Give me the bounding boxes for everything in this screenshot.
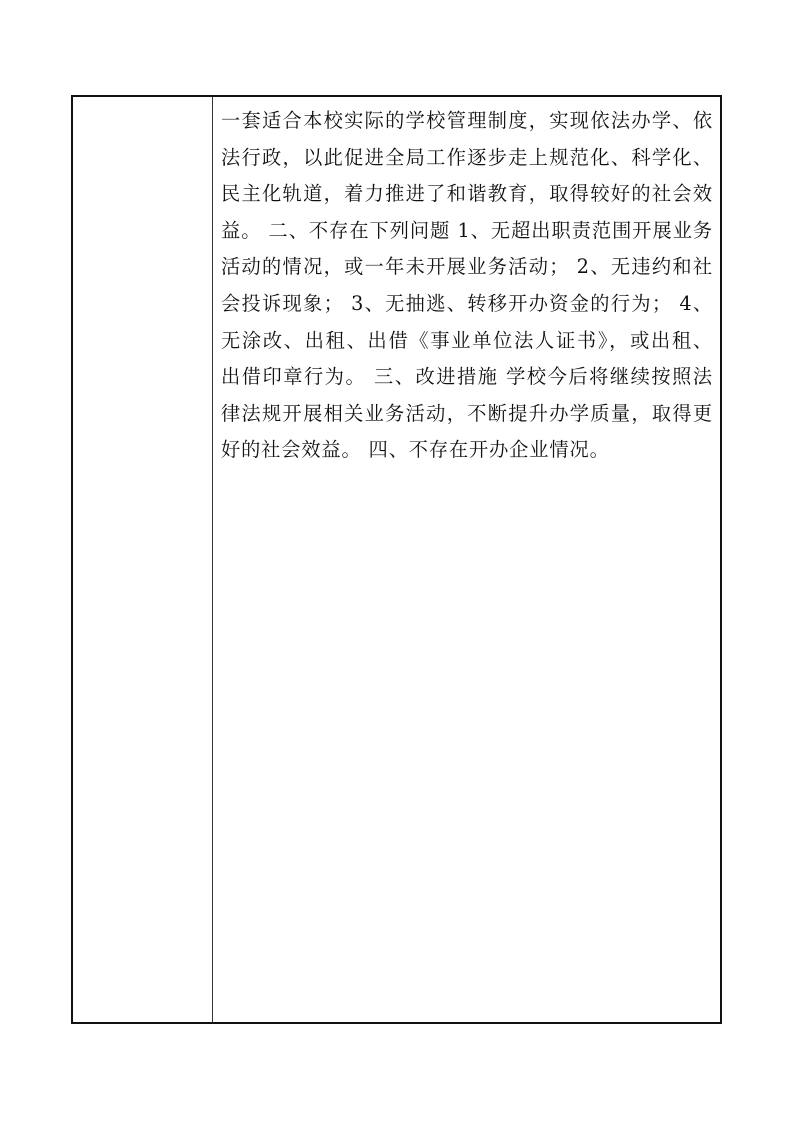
report-body-text: 一套适合本校实际的学校管理制度，实现依法办学、依法行政，以此促进全局工作逐步走上规范化、科学化、民主化轨道，着力推进了和谐教育，取得较好的社会效益。 二、不存在下列问题 1、无超出职责范围开展业务活动的情况，或一年未开展业务活动； 2、无违约和社会投诉现象； 3、无抽逃、转移开办资金的行为； 4、无涂改、出租、出借《事业单位法人证书》，或出租、出借印章行为。 三、改进措施 学校今后将继续按照法律法规开展相关业务活动，不断提升办学质量，取得更好的社会效益。 四、不存在开办企业情况。 [221,109,713,462]
form-table [71,95,722,1024]
left-label-cell [73,97,213,1022]
content-cell [213,97,720,1022]
